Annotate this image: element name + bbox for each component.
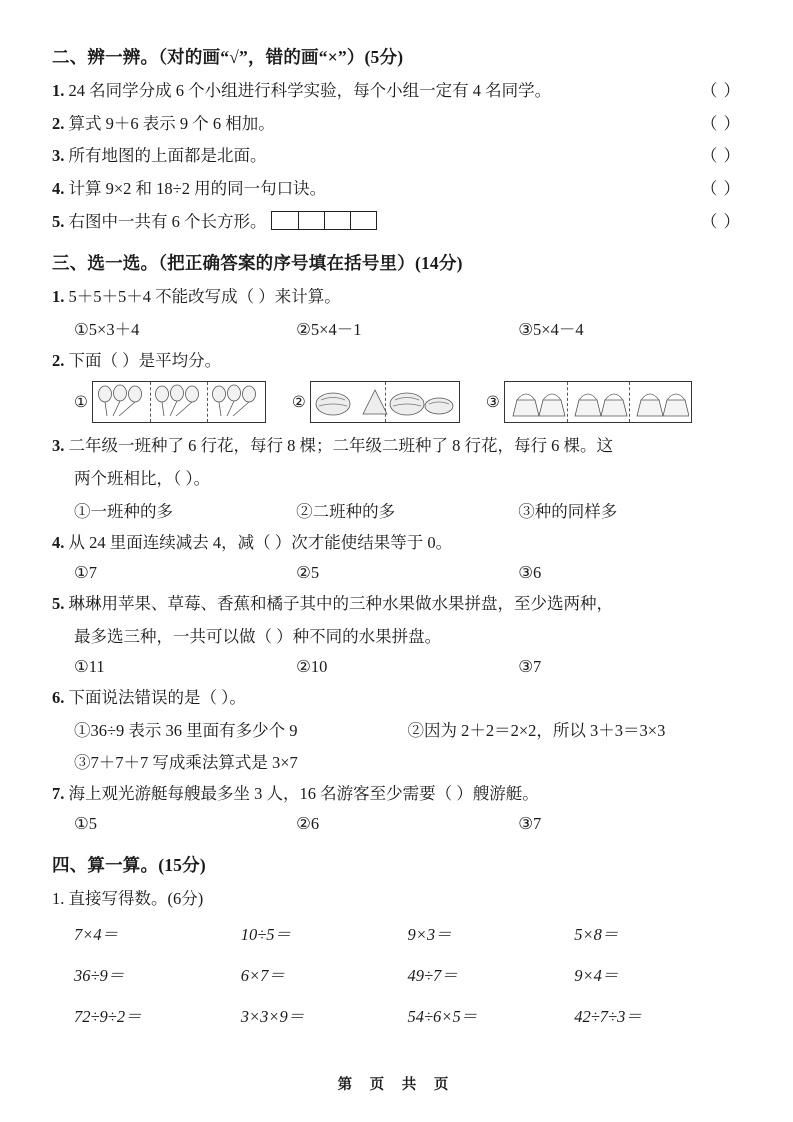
question-number: 3. <box>52 146 65 166</box>
question-number: 5. <box>52 594 65 614</box>
calc-item[interactable]: 36÷9＝ <box>74 965 125 985</box>
question-text: 24 名同学分成 6 个小组进行科学实验，每个小组一定有 4 名同学。 <box>68 81 552 100</box>
question-text-cont: 两个班相比，（ ）。 <box>74 468 211 488</box>
question-item <box>52 530 741 557</box>
question-text: 下面（ ）是平均分。 <box>68 351 222 371</box>
question-number: 3. <box>52 436 65 456</box>
section-four-heading: 四、算一算。(15分) <box>52 855 206 876</box>
question-item <box>52 143 741 170</box>
question-number: 4. <box>52 533 65 553</box>
question-text-cont: 最多选三种，一共可以做（ ）种不同的水果拼盘。 <box>74 626 442 646</box>
question-item <box>52 111 741 138</box>
question-item <box>52 348 741 375</box>
question-text: 琳琳用苹果、草莓、香蕉和橘子其中的三种水果做水果拼盘，至少选两种， <box>68 594 613 614</box>
question-text: 二年级一班种了 6 行花，每行 8 棵；二年级二班种了 8 行花，每行 6 棵。这 <box>68 436 613 456</box>
option-item[interactable]: ②6 <box>296 814 320 834</box>
question-text: 计算 9×2 和 18÷2 用的同一句口诀。 <box>68 179 327 199</box>
question-number: 2. <box>52 351 65 371</box>
calc-item[interactable]: 9×4＝ <box>574 965 619 985</box>
option-item[interactable]: ①7 <box>74 563 98 583</box>
calc-item[interactable]: 9×3＝ <box>407 924 452 944</box>
picture-option-2[interactable] <box>292 381 460 423</box>
baskets-figure <box>504 381 692 423</box>
question-text: 从 24 里面连续减去 4，减（ ）次才能使结果等于 0。 <box>68 533 453 553</box>
calc-item[interactable]: 5×8＝ <box>574 924 619 944</box>
question-text: 右图中一共有 6 个长方形。 <box>68 211 267 231</box>
answer-paren: （ ） <box>700 81 741 100</box>
question-number: 2. <box>52 113 65 133</box>
question-number: 1. <box>52 286 65 306</box>
section-three <box>52 250 741 834</box>
option-item[interactable]: ①11 <box>74 656 105 676</box>
option-item[interactable]: ③5×4－4 <box>518 320 584 340</box>
calc-item[interactable]: 7×4＝ <box>74 924 119 944</box>
calc-item[interactable]: 6×7＝ <box>240 965 285 985</box>
option-item[interactable]: ①36÷9 表示 36 里面有多少个 9 <box>74 721 298 741</box>
option-item[interactable]: ③种的同样多 <box>518 502 618 522</box>
question-number: 7. <box>52 784 65 804</box>
option-row <box>52 657 741 677</box>
question-item <box>52 781 741 808</box>
calc-item[interactable]: 49÷7＝ <box>407 965 458 985</box>
option-item[interactable]: ③7 <box>518 814 542 834</box>
option-label: ③ <box>485 393 500 411</box>
question-text: 海上观光游艇每艘最多坐 3 人，16 名游客至少需要（ ）艘游艇。 <box>68 784 539 804</box>
section-three-heading: 三、选一选。（把正确答案的序号填在括号里）(14分) <box>52 252 463 273</box>
option-item[interactable]: ③7 <box>518 656 542 676</box>
option-item[interactable]: ②二班种的多 <box>296 502 396 522</box>
answer-paren: （ ） <box>700 113 741 133</box>
section-four <box>52 852 741 1044</box>
calculation-grid <box>52 921 741 1044</box>
option-item[interactable]: ②5×4－1 <box>296 320 362 340</box>
question-text: 下面说法错误的是（ ）。 <box>68 687 246 707</box>
picture-option-1[interactable] <box>74 381 266 423</box>
picture-option-3[interactable] <box>486 381 692 423</box>
rectangle-figure <box>271 211 377 230</box>
option-item[interactable]: ②因为 2＋2＝2×2，所以 3＋3＝3×3 <box>407 721 666 741</box>
calc-item[interactable]: 72÷9÷2＝ <box>74 1006 142 1026</box>
option-item[interactable]: ②5 <box>296 563 320 583</box>
calc-item[interactable]: 54÷6×5＝ <box>407 1006 478 1026</box>
question-item <box>52 176 741 203</box>
picture-option-row <box>52 381 741 423</box>
option-item[interactable]: ①一班种的多 <box>74 502 173 522</box>
option-label: ① <box>74 393 88 411</box>
section-two <box>52 44 741 236</box>
answer-paren: （ ） <box>700 179 741 199</box>
option-row <box>52 316 741 340</box>
option-row <box>52 563 741 583</box>
calc-item[interactable]: 10÷5＝ <box>240 924 292 944</box>
calc-item[interactable]: 3×3×9＝ <box>240 1006 305 1026</box>
question-item <box>52 284 741 311</box>
question-item <box>52 685 741 712</box>
fruit-icon <box>311 382 457 420</box>
option-row <box>52 749 741 773</box>
section-four-sub: 1. 直接写得数。(6分) <box>52 889 204 909</box>
baskets-icon <box>505 382 689 420</box>
option-item[interactable]: ①5 <box>74 814 98 834</box>
question-item <box>52 209 741 236</box>
question-text: 所有地图的上面都是北面。 <box>68 146 267 166</box>
option-label: ② <box>291 393 306 411</box>
option-item[interactable]: ③6 <box>518 563 542 583</box>
answer-paren: （ ） <box>700 211 741 231</box>
question-item <box>52 78 741 105</box>
balloons-figure <box>92 381 266 423</box>
option-item[interactable]: ②10 <box>296 656 328 676</box>
question-number: 4. <box>52 179 65 199</box>
option-item[interactable]: ①5×3＋4 <box>74 320 140 340</box>
page-footer: 第 页 共 页 <box>337 1077 456 1093</box>
option-row <box>52 498 741 522</box>
question-text: 算式 9＋6 表示 9 个 6 相加。 <box>68 113 275 133</box>
option-row <box>52 717 741 741</box>
option-row <box>52 814 741 834</box>
question-item <box>52 433 741 460</box>
fruit-figure <box>310 381 460 423</box>
question-number: 5. <box>52 211 65 231</box>
question-number: 6. <box>52 687 65 707</box>
calc-item[interactable]: 42÷7÷3＝ <box>574 1006 642 1026</box>
question-number: 1. <box>52 81 65 100</box>
answer-paren: （ ） <box>700 146 741 166</box>
section-two-heading: 二、辨一辨。（对的画“√”，错的画“×”）(5分) <box>52 47 404 67</box>
question-item <box>52 591 741 618</box>
question-text: 5＋5＋5＋4 不能改写成（ ）来计算。 <box>68 286 341 306</box>
option-item[interactable]: ③7＋7＋7 写成乘法算式是 3×7 <box>74 753 298 773</box>
balloons-icon <box>93 382 263 420</box>
